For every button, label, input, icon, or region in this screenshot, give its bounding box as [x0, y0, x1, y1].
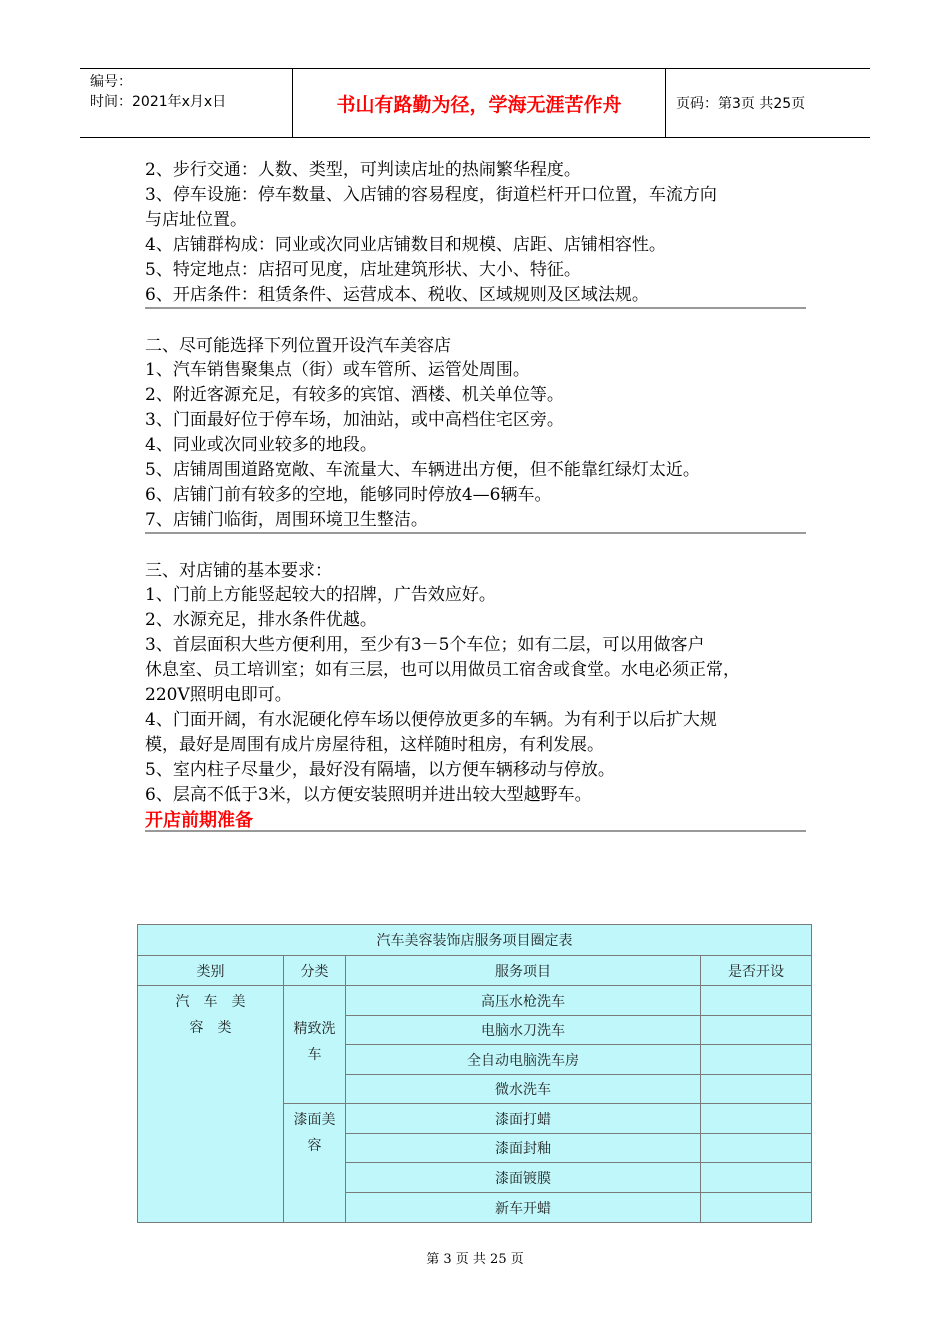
time-label: 时间：2021年x月x日 — [90, 94, 227, 110]
service-item: 全自动电脑洗车房 — [345, 1045, 700, 1075]
header-offered: 是否开设 — [700, 956, 811, 986]
offered-cell[interactable] — [700, 1163, 811, 1193]
section3-title: 三、对店铺的基本要求： — [145, 561, 332, 581]
section3-item: 2、水源充足，排水条件优越。 — [145, 610, 377, 630]
header-service: 服务项目 — [345, 956, 700, 986]
table-title: 汽车美容装饰店服务项目圈定表 — [138, 925, 811, 956]
section2-item: 5、店铺周围道路宽敞、车流量大、车辆进出方便，但不能靠红绿灯太近。 — [145, 460, 700, 480]
section3-item: 1、门前上方能竖起较大的招牌，广告效应好。 — [145, 585, 496, 605]
subcategory-label: 车 — [307, 1047, 322, 1063]
divider — [145, 307, 806, 309]
subcategory-label: 漆面美 — [293, 1112, 336, 1128]
service-item: 电脑水刀洗车 — [345, 1016, 700, 1045]
offered-cell[interactable] — [700, 1193, 811, 1222]
section1-item: 与店址位置。 — [145, 210, 247, 230]
section1-item: 3、停车设施：停车数量、入店铺的容易程度，街道栏杆开口位置，车流方向 — [145, 185, 717, 205]
service-item: 漆面封釉 — [345, 1134, 700, 1163]
divider — [145, 830, 806, 832]
subcategory-label: 容 — [307, 1138, 322, 1154]
category-label: 容 类 — [189, 1020, 232, 1036]
header-motto: 书山有路勤为径，学海无涯苦作舟 — [293, 69, 666, 137]
prep-heading: 开店前期准备 — [145, 810, 253, 831]
category-label: 汽 车 美 — [175, 994, 246, 1010]
subcategory-cell — [283, 986, 345, 1104]
category-cell — [138, 986, 283, 1222]
section3-item: 模，最好是周围有成片房屋待租，这样随时租房，有利发展。 — [145, 735, 604, 755]
section1-item: 4、店铺群构成：同业或次同业店铺数目和规模、店距、店铺相容性。 — [145, 235, 666, 255]
subcategory-cell — [283, 1104, 345, 1222]
section2-title: 二、尽可能选择下列位置开设汽车美容店 — [145, 336, 451, 356]
header-category: 类别 — [138, 956, 283, 986]
section2-item: 7、店铺门临街，周围环境卫生整洁。 — [145, 510, 428, 530]
divider — [145, 532, 806, 534]
section3-item: 220V照明电即可。 — [145, 685, 292, 705]
section2-item: 2、附近客源充足，有较多的宾馆、酒楼、机关单位等。 — [145, 385, 564, 405]
offered-cell[interactable] — [700, 1045, 811, 1075]
service-item: 漆面打蜡 — [345, 1104, 700, 1134]
service-table — [137, 924, 812, 1223]
offered-cell[interactable] — [700, 1134, 811, 1163]
service-item: 微水洗车 — [345, 1075, 700, 1104]
page-header — [80, 68, 870, 138]
subcategory-label: 精致洗 — [293, 1021, 336, 1037]
section2-item: 3、门面最好位于停车场，加油站，或中高档住宅区旁。 — [145, 410, 564, 430]
offered-cell[interactable] — [700, 1075, 811, 1104]
page-footer: 第 3 页 共 25 页 — [426, 1252, 524, 1267]
header-page-label: 页码：第3页 共25页 — [676, 96, 806, 112]
section3-item: 5、室内柱子尽量少，最好没有隔墙，以方便车辆移动与停放。 — [145, 760, 615, 780]
section2-item: 1、汽车销售聚集点（街）或车管所、运管处周围。 — [145, 360, 530, 380]
section3-item: 6、层高不低于3米，以方便安装照明并进出较大型越野车。 — [145, 785, 592, 805]
section1-item: 5、特定地点：店招可见度，店址建筑形状、大小、特征。 — [145, 260, 581, 280]
section2-item: 6、店铺门前有较多的空地，能够同时停放4—6辆车。 — [145, 485, 552, 505]
offered-cell[interactable] — [700, 1016, 811, 1045]
header-subcategory: 分类 — [283, 956, 345, 986]
section3-item: 3、首层面积大些方便利用，至少有3－5个车位；如有二层，可以用做客户 — [145, 635, 705, 655]
service-item: 漆面镀膜 — [345, 1163, 700, 1193]
header-meta — [80, 69, 293, 137]
section3-item: 4、门面开阔，有水泥硬化停车场以便停放更多的车辆。为有利于以后扩大规 — [145, 710, 717, 730]
section2-item: 4、同业或次同业较多的地段。 — [145, 435, 377, 455]
section3-item: 休息室、员工培训室；如有三层，也可以用做员工宿舍或食堂。水电必须正常， — [145, 660, 740, 680]
section1-item: 2、步行交通：人数、类型，可判读店址的热闹繁华程度。 — [145, 160, 581, 180]
offered-cell[interactable] — [700, 986, 811, 1016]
number-label: 编号： — [90, 74, 132, 90]
offered-cell[interactable] — [700, 1104, 811, 1134]
service-item: 高压水枪洗车 — [345, 986, 700, 1016]
service-item: 新车开蜡 — [345, 1193, 700, 1222]
section1-item: 6、开店条件：租赁条件、运营成本、税收、区域规则及区域法规。 — [145, 285, 649, 305]
